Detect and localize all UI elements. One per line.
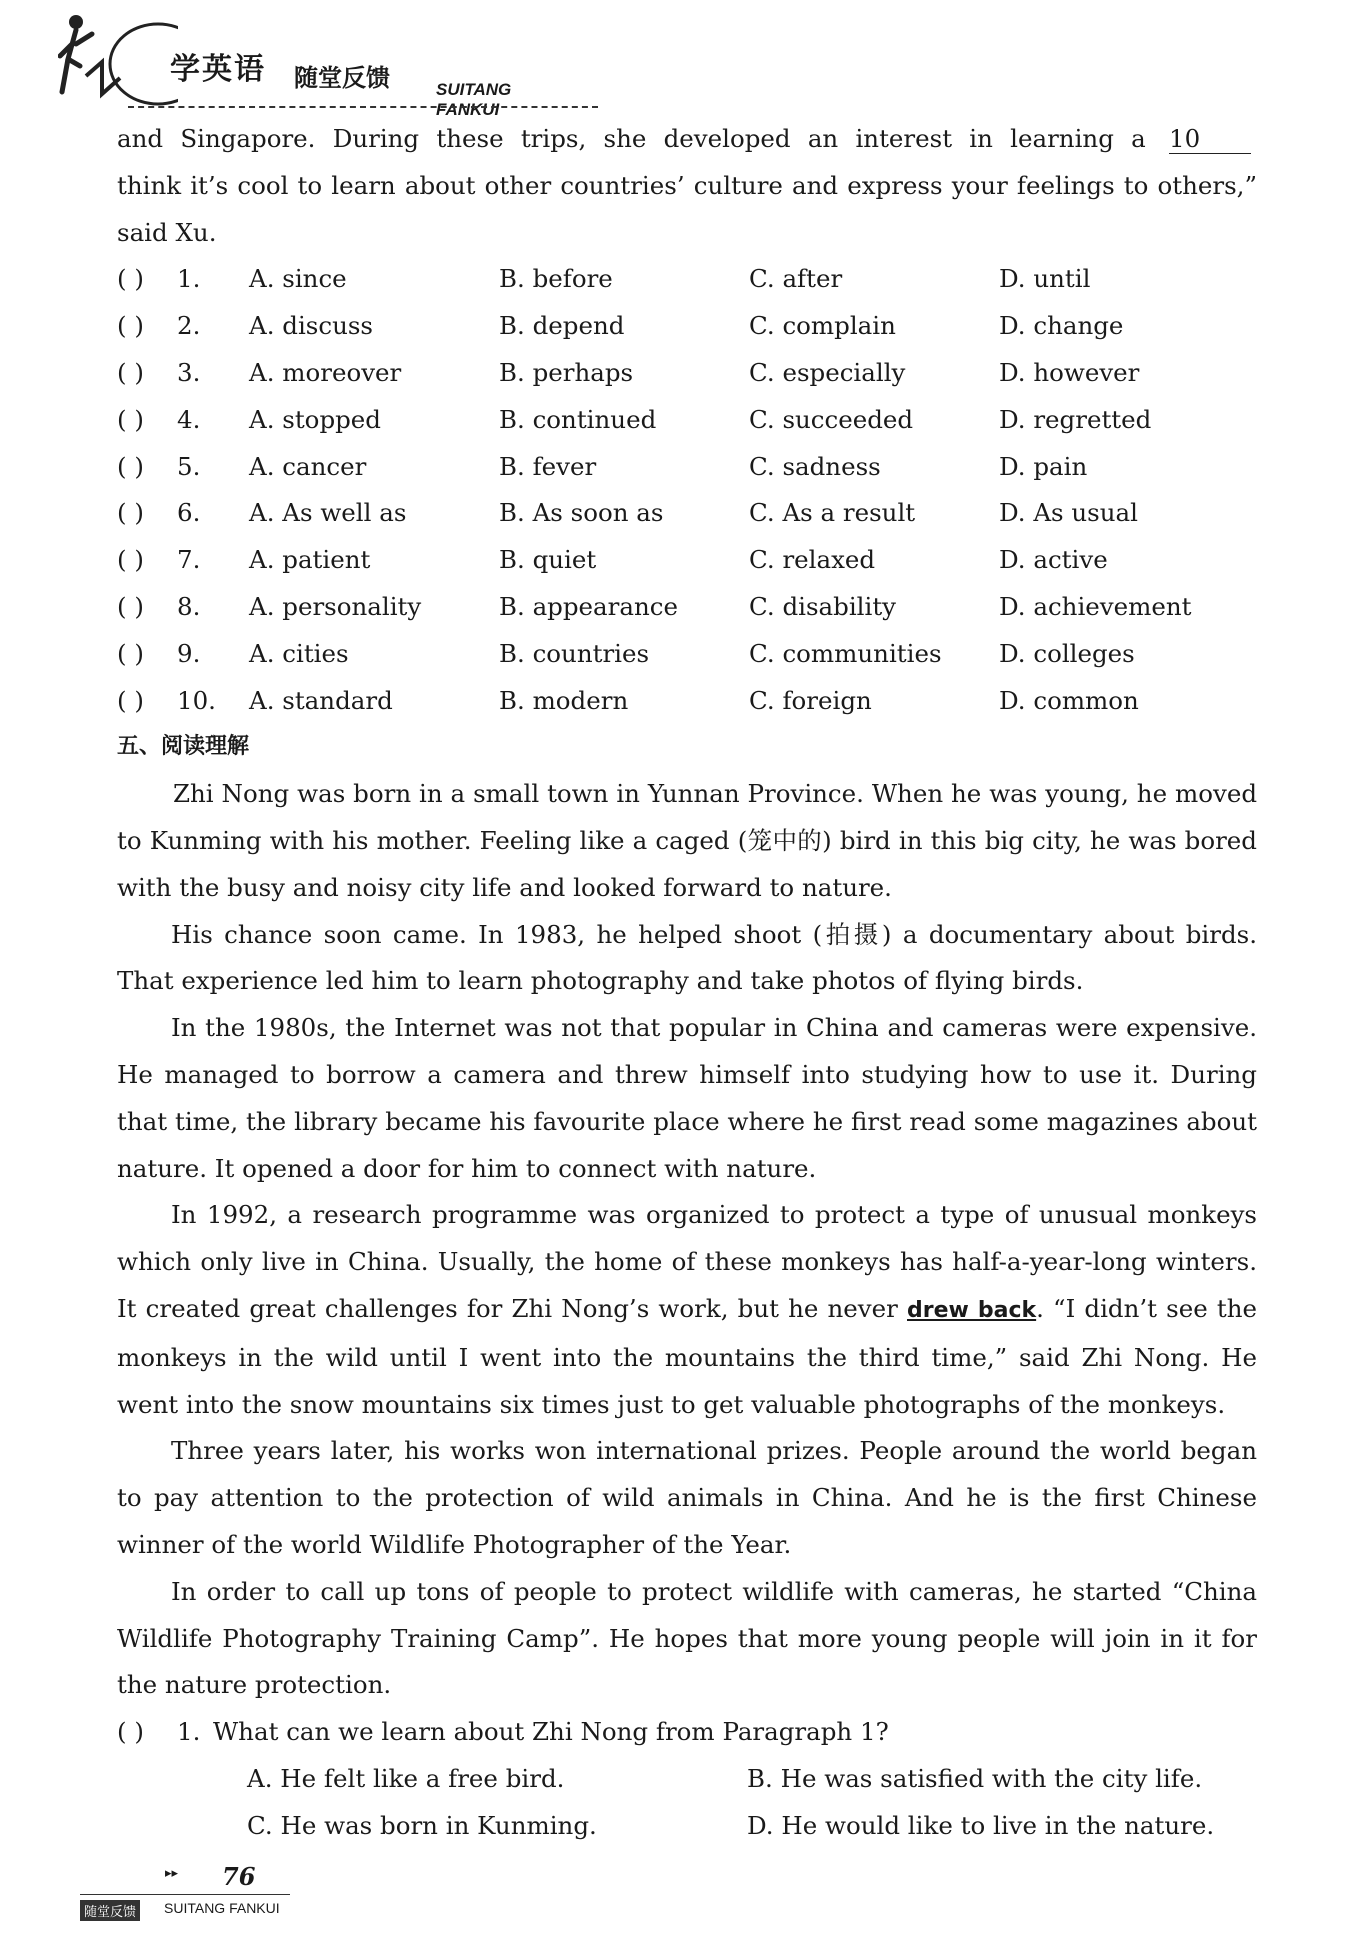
- passage-paragraph: In order to call up tons of people to protect wildlife with cameras, he started “China Wildlife Photography Training Camp”. He hopes that more young people will join in it for the nature protection.: [117, 1576, 1257, 1700]
- option-c: C. relaxed: [749, 545, 876, 575]
- option-b: B. appearance: [499, 591, 678, 621]
- answer-bracket[interactable]: ( ): [117, 451, 144, 481]
- option-a: A. cities: [249, 638, 349, 668]
- option-b: B. modern: [499, 685, 629, 715]
- question-number: 2.: [177, 311, 201, 341]
- option-b: B. fever: [499, 451, 597, 481]
- option-a: A. cancer: [249, 451, 367, 481]
- intro-line: think it’s cool to learn about other countries’ culture and express your feelings to others,”: [117, 170, 1257, 200]
- option-b: B. countries: [499, 638, 650, 668]
- cloze-question-row: [117, 631, 1257, 678]
- answer-bracket[interactable]: ( ): [117, 311, 144, 341]
- option-d: D. until: [999, 264, 1091, 294]
- intro-line: said Xu.: [117, 217, 217, 247]
- reading-options-row: [117, 1803, 1257, 1850]
- option-a: A. moreover: [249, 357, 402, 387]
- answer-bracket[interactable]: ( ): [117, 264, 144, 294]
- option-d: D. achievement: [999, 591, 1192, 621]
- question-number: 8.: [177, 591, 201, 621]
- option-b: B. He was satisfied with the city life.: [747, 1763, 1203, 1793]
- cloze-question-row: [117, 678, 1257, 725]
- runner-logo-icon: [58, 14, 178, 114]
- question-number: 1.: [177, 264, 201, 294]
- page-footer: [80, 1860, 380, 1920]
- option-d: D. regretted: [999, 404, 1152, 434]
- footer-badge: 随堂反馈: [80, 1900, 140, 1921]
- answer-bracket[interactable]: ( ): [117, 545, 144, 575]
- option-d: D. colleges: [999, 638, 1135, 668]
- option-d: D. common: [999, 685, 1139, 715]
- reading-options-row: [117, 1756, 1257, 1803]
- intro-line: [117, 116, 1257, 163]
- option-d: D. pain: [999, 451, 1088, 481]
- cloze-question-row: [117, 397, 1257, 444]
- question-number: 6.: [177, 498, 201, 528]
- cloze-question-row: [117, 490, 1257, 537]
- option-c: C. foreign: [749, 685, 872, 715]
- option-c: C. complain: [749, 311, 896, 341]
- option-c: C. He was born in Kunming.: [247, 1810, 597, 1840]
- option-c: C. succeeded: [749, 404, 914, 434]
- option-c: C. after: [749, 264, 843, 294]
- cloze-question-row: [117, 303, 1257, 350]
- option-a: A. personality: [249, 591, 422, 621]
- intro-text: and Singapore. During these trips, she developed an interest in learning a: [117, 124, 1146, 153]
- option-b: B. continued: [499, 404, 657, 434]
- cloze-question-row: [117, 256, 1257, 303]
- option-b: B. quiet: [499, 545, 597, 575]
- answer-blank: 10: [1169, 125, 1251, 154]
- question-number: 10.: [177, 685, 216, 715]
- question-number: 1.: [177, 1717, 201, 1747]
- passage-paragraph: Three years later, his works won international prizes. People around the world began to pay attention to the protection of wild animals in China. And he is the first Chinese winner of the world Wildlife Photographer of the Year.: [117, 1436, 1257, 1559]
- highlighted-phrase: drew back: [907, 1297, 1037, 1323]
- option-d: D. As usual: [999, 498, 1138, 528]
- option-d: D. active: [999, 545, 1108, 575]
- header-subtitle-en: SUITANG FANKUI: [436, 80, 512, 119]
- option-b: B. perhaps: [499, 357, 634, 387]
- option-a: A. patient: [249, 545, 371, 575]
- answer-bracket[interactable]: ( ): [117, 591, 144, 621]
- option-c: C. As a result: [749, 498, 916, 528]
- question-number: 3.: [177, 357, 201, 387]
- question-number: 5.: [177, 451, 201, 481]
- reading-question: [117, 1709, 1257, 1756]
- answer-bracket[interactable]: ( ): [117, 685, 144, 715]
- footer-label: SUITANG FANKUI: [164, 1900, 280, 1916]
- answer-bracket[interactable]: ( ): [117, 1717, 144, 1747]
- passage-paragraph: His chance soon came. In 1983, he helped shoot (拍摄) a documentary about birds. That experience led him to learn photography and take photos of flying birds.: [117, 919, 1257, 996]
- option-c: C. sadness: [749, 451, 881, 481]
- option-a: A. He felt like a free bird.: [247, 1763, 565, 1793]
- option-a: A. As well as: [249, 498, 407, 528]
- option-d: D. however: [999, 357, 1140, 387]
- option-d: D. He would like to live in the nature.: [747, 1810, 1215, 1840]
- footer-rule: [80, 1894, 290, 1895]
- option-a: A. discuss: [249, 311, 374, 341]
- cloze-options: [117, 256, 1257, 724]
- cloze-question-row: [117, 537, 1257, 584]
- header-subtitle-cn: 随堂反馈: [294, 64, 390, 92]
- question-number: 4.: [177, 404, 201, 434]
- answer-bracket[interactable]: ( ): [117, 357, 144, 387]
- page-header: [58, 14, 578, 119]
- passage-paragraph: Zhi Nong was born in a small town in Yunnan Province. When he was young, he moved to Kunming with his mother. Feeling like a caged (笼中的) bird in this big city, he was bored with the busy and noisy city life and looked forward to nature.: [117, 779, 1257, 902]
- section-title: 五、阅读理解: [117, 734, 250, 760]
- answer-bracket[interactable]: ( ): [117, 638, 144, 668]
- passage-text: . “I didn’t see the monkeys in the wild until I went into the mountains the third time,” said Zhi Nong. He went into the snow mountains six times just to get valuable photographs of the monkeys.: [117, 1293, 1257, 1419]
- arrow-icon: ▸▸: [165, 1866, 179, 1881]
- header-divider: [128, 106, 598, 108]
- question-number: 9.: [177, 638, 201, 668]
- question-number: 7.: [177, 545, 201, 575]
- header-title: 学英语: [170, 52, 266, 87]
- cloze-question-row: [117, 444, 1257, 491]
- passage-paragraph: In the 1980s, the Internet was not that popular in China and cameras were expensive. He managed to borrow a camera and threw himself into studying how to use it. During that time, the library became his favourite place where he first read some magazines about nature. It opened a door for him to connect with nature.: [117, 1013, 1257, 1183]
- option-a: A. since: [249, 264, 347, 294]
- page-content: [117, 116, 1257, 1849]
- option-a: A. standard: [249, 685, 393, 715]
- option-b: B. before: [499, 264, 613, 294]
- cloze-question-row: [117, 350, 1257, 397]
- passage-paragraph: [117, 1192, 1257, 1428]
- option-a: A. stopped: [249, 404, 381, 434]
- cloze-question-row: [117, 584, 1257, 631]
- option-c: C. disability: [749, 591, 897, 621]
- answer-bracket[interactable]: ( ): [117, 498, 144, 528]
- option-d: D. change: [999, 311, 1124, 341]
- option-c: C. communities: [749, 638, 942, 668]
- option-b: B. depend: [499, 311, 625, 341]
- question-text: What can we learn about Zhi Nong from Paragraph 1?: [213, 1717, 889, 1747]
- option-b: B. As soon as: [499, 498, 664, 528]
- page-number: 76: [222, 1862, 256, 1891]
- passage-text: In 1992, a research programme was organized to protect a type of unusual monkeys which only live in China. Usually, the home of these monkeys has half-a-year-long winters. It created great challenges for Zhi Nong’s work, but he never: [117, 1200, 1257, 1323]
- answer-bracket[interactable]: ( ): [117, 404, 144, 434]
- option-c: C. especially: [749, 357, 906, 387]
